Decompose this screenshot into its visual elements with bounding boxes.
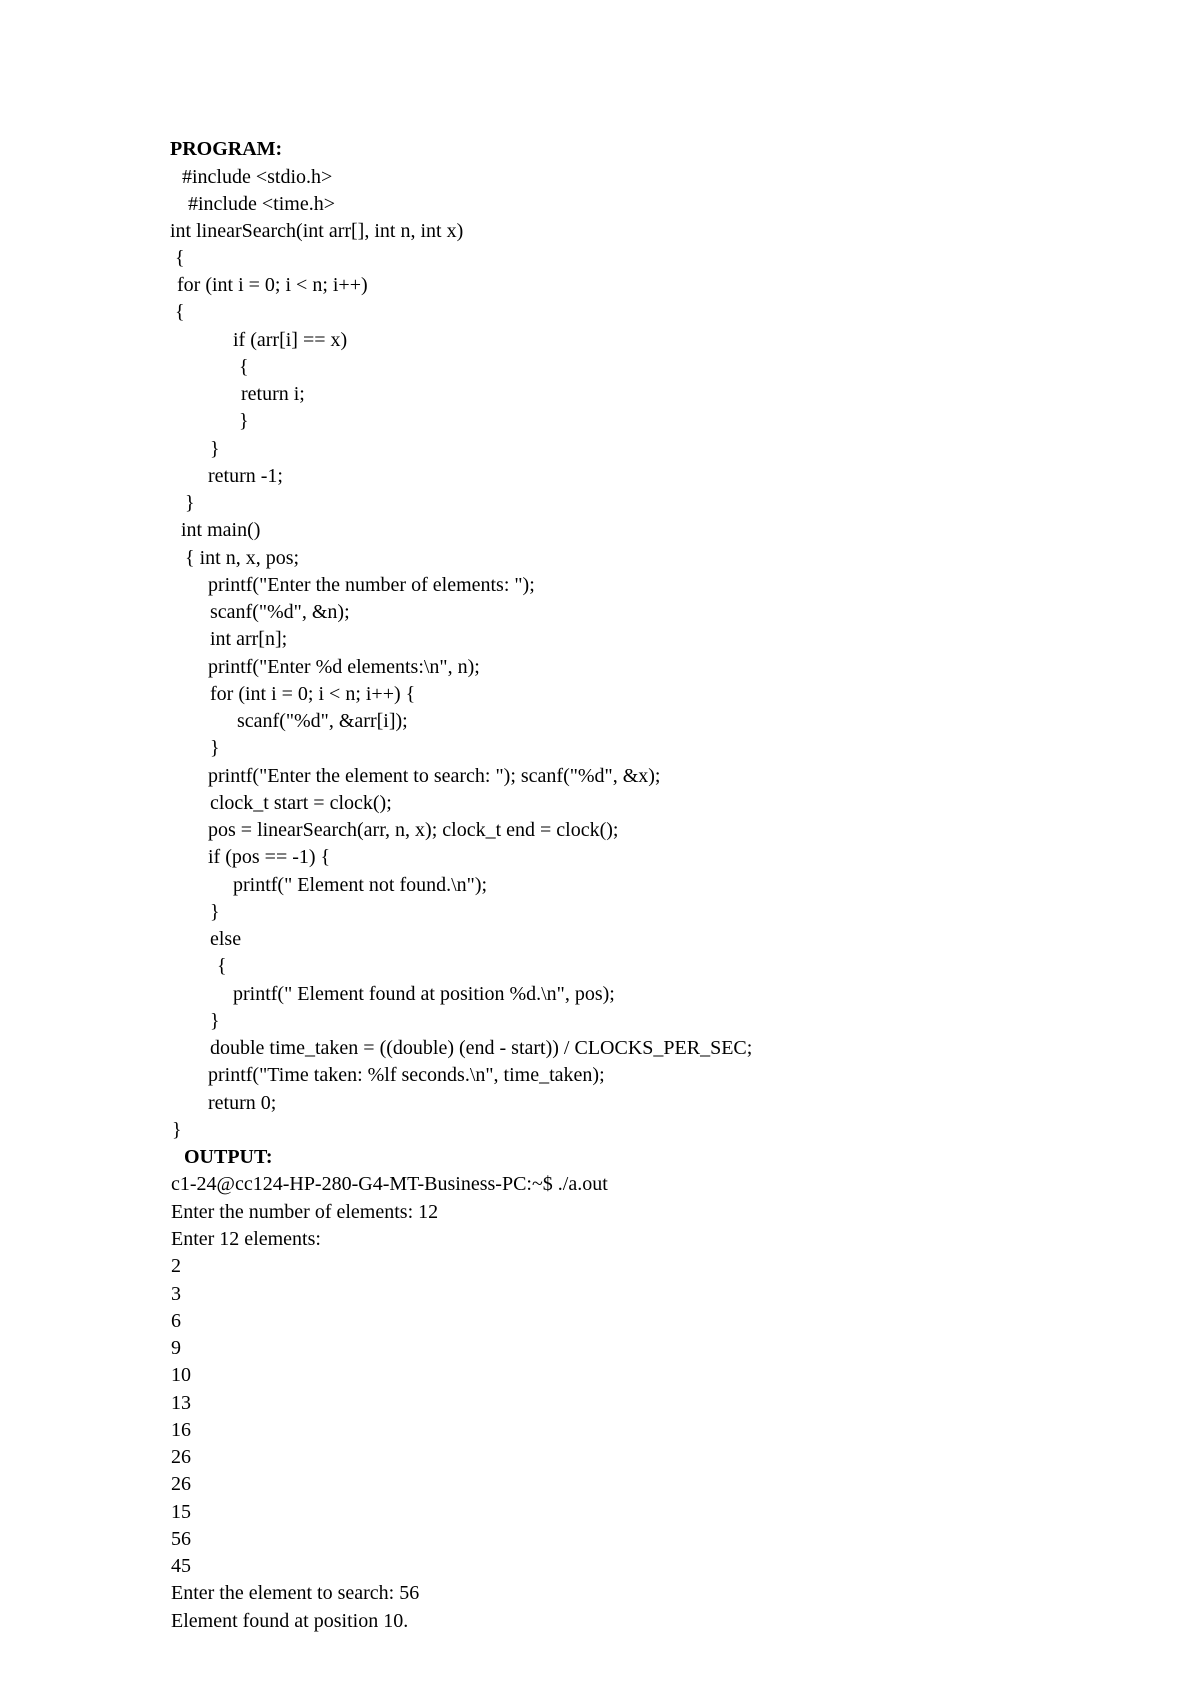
code-line: { int n, x, pos; [185, 547, 300, 569]
code-line: } [210, 901, 220, 923]
code-line: return 0; [208, 1092, 277, 1114]
code-line: } [210, 737, 220, 759]
code-line: int main() [181, 519, 261, 541]
output-line: 26 [171, 1473, 191, 1495]
output-line: 15 [171, 1501, 191, 1523]
output-line: 16 [171, 1419, 191, 1441]
code-line: #include <time.h> [188, 193, 335, 215]
code-line: else [210, 928, 242, 950]
output-line: 3 [171, 1283, 181, 1305]
output-line: 10 [171, 1364, 191, 1386]
code-line: printf("Enter the element to search: "); scanf("%d", &x); [208, 765, 661, 787]
output-line: 9 [171, 1337, 181, 1359]
output-line: Enter the number of elements: 12 [171, 1201, 439, 1223]
program-heading: PROGRAM: [170, 138, 283, 160]
code-line: } [185, 492, 195, 514]
output-line: 2 [171, 1255, 181, 1277]
code-line: printf("Enter the number of elements: "); [208, 574, 535, 596]
code-line: scanf("%d", &n); [210, 601, 350, 623]
output-line: c1-24@cc124-HP-280-G4-MT-Business-PC:~$ ./a.out [171, 1173, 608, 1195]
code-line: int arr[n]; [210, 628, 288, 650]
code-line: printf(" Element not found.\n"); [233, 874, 488, 896]
code-line: return -1; [208, 465, 283, 487]
code-line: double time_taken = ((double) (end - start)) / CLOCKS_PER_SEC; [210, 1037, 753, 1059]
code-line: { [239, 356, 249, 378]
code-line: for (int i = 0; i < n; i++) { [210, 683, 416, 705]
code-line: for (int i = 0; i < n; i++) [177, 274, 368, 296]
code-line: int linearSearch(int arr[], int n, int x) [170, 220, 464, 242]
code-line: { [175, 247, 185, 269]
code-line: { [175, 301, 185, 323]
output-heading: OUTPUT: [184, 1146, 273, 1168]
output-line: 56 [171, 1528, 191, 1550]
code-line: clock_t start = clock(); [210, 792, 392, 814]
output-line: 26 [171, 1446, 191, 1468]
output-line: Enter 12 elements: [171, 1228, 321, 1250]
output-line: 13 [171, 1392, 191, 1414]
code-line: if (arr[i] == x) [233, 329, 348, 351]
code-line: return i; [241, 383, 305, 405]
output-line: Element found at position 10. [171, 1610, 409, 1632]
code-line: #include <stdio.h> [182, 166, 333, 188]
code-line: } [239, 410, 249, 432]
output-line: 45 [171, 1555, 191, 1577]
output-line: Enter the element to search: 56 [171, 1582, 420, 1604]
code-line: printf(" Element found at position %d.\n", pos); [233, 983, 615, 1005]
code-line: } [210, 1010, 220, 1032]
code-line: } [210, 438, 220, 460]
code-line: } [172, 1119, 182, 1141]
output-line: 6 [171, 1310, 181, 1332]
code-line: scanf("%d", &arr[i]); [237, 710, 408, 732]
code-line: if (pos == -1) { [208, 846, 331, 868]
code-line: pos = linearSearch(arr, n, x); clock_t end = clock(); [208, 819, 619, 841]
code-line: printf("Enter %d elements:\n", n); [208, 656, 480, 678]
code-line: printf("Time taken: %lf seconds.\n", time_taken); [208, 1064, 605, 1086]
code-line: { [217, 955, 227, 977]
